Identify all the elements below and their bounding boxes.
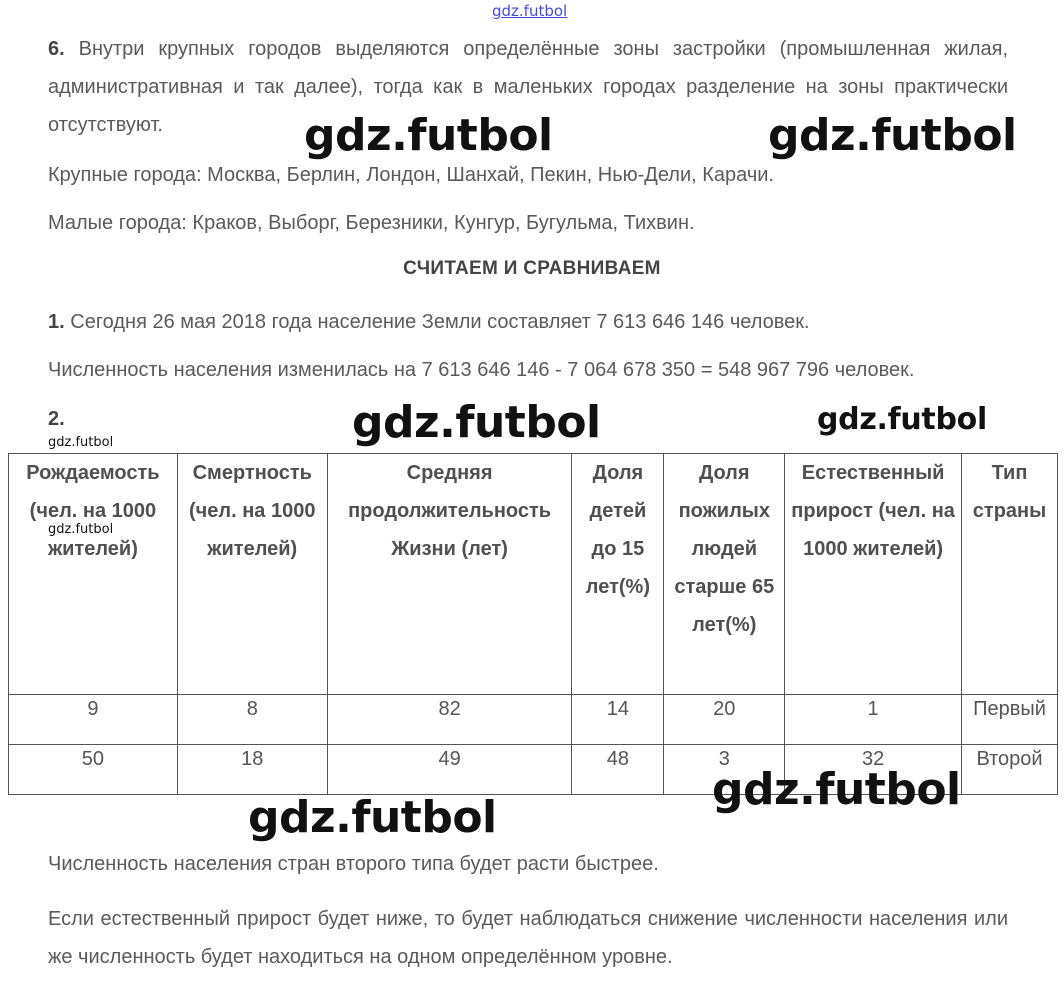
cell-country-type: Второй: [962, 745, 1058, 795]
watermark-overlay: gdz.futbol: [248, 792, 497, 843]
table-header-row: [9, 454, 1058, 695]
watermark-overlay-small: gdz.futbol: [48, 522, 114, 537]
small-cities-text: Малые города: Краков, Выборг, Березники, Кунгур, Бугульма, Тихвин.: [48, 212, 695, 234]
header-life-expectancy: Средняя продолжительность Жизни (лет): [327, 454, 572, 695]
cell-birth-rate: 9: [9, 695, 178, 745]
cell-elderly-share: 20: [664, 695, 785, 745]
cell-children-share: 48: [572, 745, 664, 795]
cell-country-type: Первый: [962, 695, 1058, 745]
watermark-link-top[interactable]: gdz.futbol: [492, 2, 568, 20]
question-6-text: Внутри крупных городов выделяются определённые зоны застройки (промышленная жилая, административная и так далее), тогда как в маленьких городах разделение на зоны практически отсутствуют.: [48, 38, 1008, 136]
cell-natural-growth: 32: [785, 745, 962, 795]
header-country-type: Тип страны: [962, 454, 1058, 695]
cell-elderly-share: 3: [664, 745, 785, 795]
large-cities-text: Крупные города: Москва, Берлин, Лондон, Шанхай, Пекин, Нью-Дели, Карачи.: [48, 164, 774, 186]
conclusion-1-text: Численность населения стран второго типа будет расти быстрее.: [48, 853, 659, 875]
demographics-table: [8, 453, 1058, 795]
population-change-text: Численность населения изменилась на 7 613 646 146 - 7 064 678 350 = 548 967 796 человек.: [48, 359, 915, 381]
conclusion-2-text: Если естественный прирост будет ниже, то будет наблюдаться снижение численности населения или же численность будет находиться на одном определённом уровне.: [48, 908, 1008, 968]
cell-death-rate: 8: [177, 695, 327, 745]
cell-life-expectancy: 49: [327, 745, 572, 795]
watermark-overlay-small: gdz.futbol: [48, 435, 114, 450]
section-title: СЧИТАЕМ И СРАВНИВАЕМ: [403, 258, 661, 279]
cell-life-expectancy: 82: [327, 695, 572, 745]
question-1-paragraph: [48, 303, 1008, 341]
header-birth-rate: Рождаемость (чел. на 1000 жителей): [9, 454, 178, 695]
question-1-text: Сегодня 26 мая 2018 года население Земли составляет 7 613 646 146 человек.: [70, 311, 810, 333]
watermark-overlay: gdz.futbol: [768, 110, 1017, 161]
question-2-number: 2.: [48, 408, 65, 430]
watermark-overlay: gdz.futbol: [304, 110, 553, 161]
cell-birth-rate: 50: [9, 745, 178, 795]
question-1-number: 1.: [48, 311, 65, 333]
header-children-share: Доля детей до 15 лет(%): [572, 454, 664, 695]
cell-children-share: 14: [572, 695, 664, 745]
header-natural-growth: Естественный прирост (чел. на 1000 жителей): [785, 454, 962, 695]
question-6-number: 6.: [48, 38, 65, 60]
watermark-overlay: gdz.futbol: [712, 764, 961, 815]
watermark-overlay: gdz.futbol: [352, 397, 601, 448]
table-row: [9, 695, 1058, 745]
cell-death-rate: 18: [177, 745, 327, 795]
watermark-overlay: gdz.futbol: [817, 402, 987, 437]
header-elderly-share: Доля пожилых людей старше 65 лет(%): [664, 454, 785, 695]
cell-natural-growth: 1: [785, 695, 962, 745]
header-death-rate: Смертность (чел. на 1000 жителей): [177, 454, 327, 695]
